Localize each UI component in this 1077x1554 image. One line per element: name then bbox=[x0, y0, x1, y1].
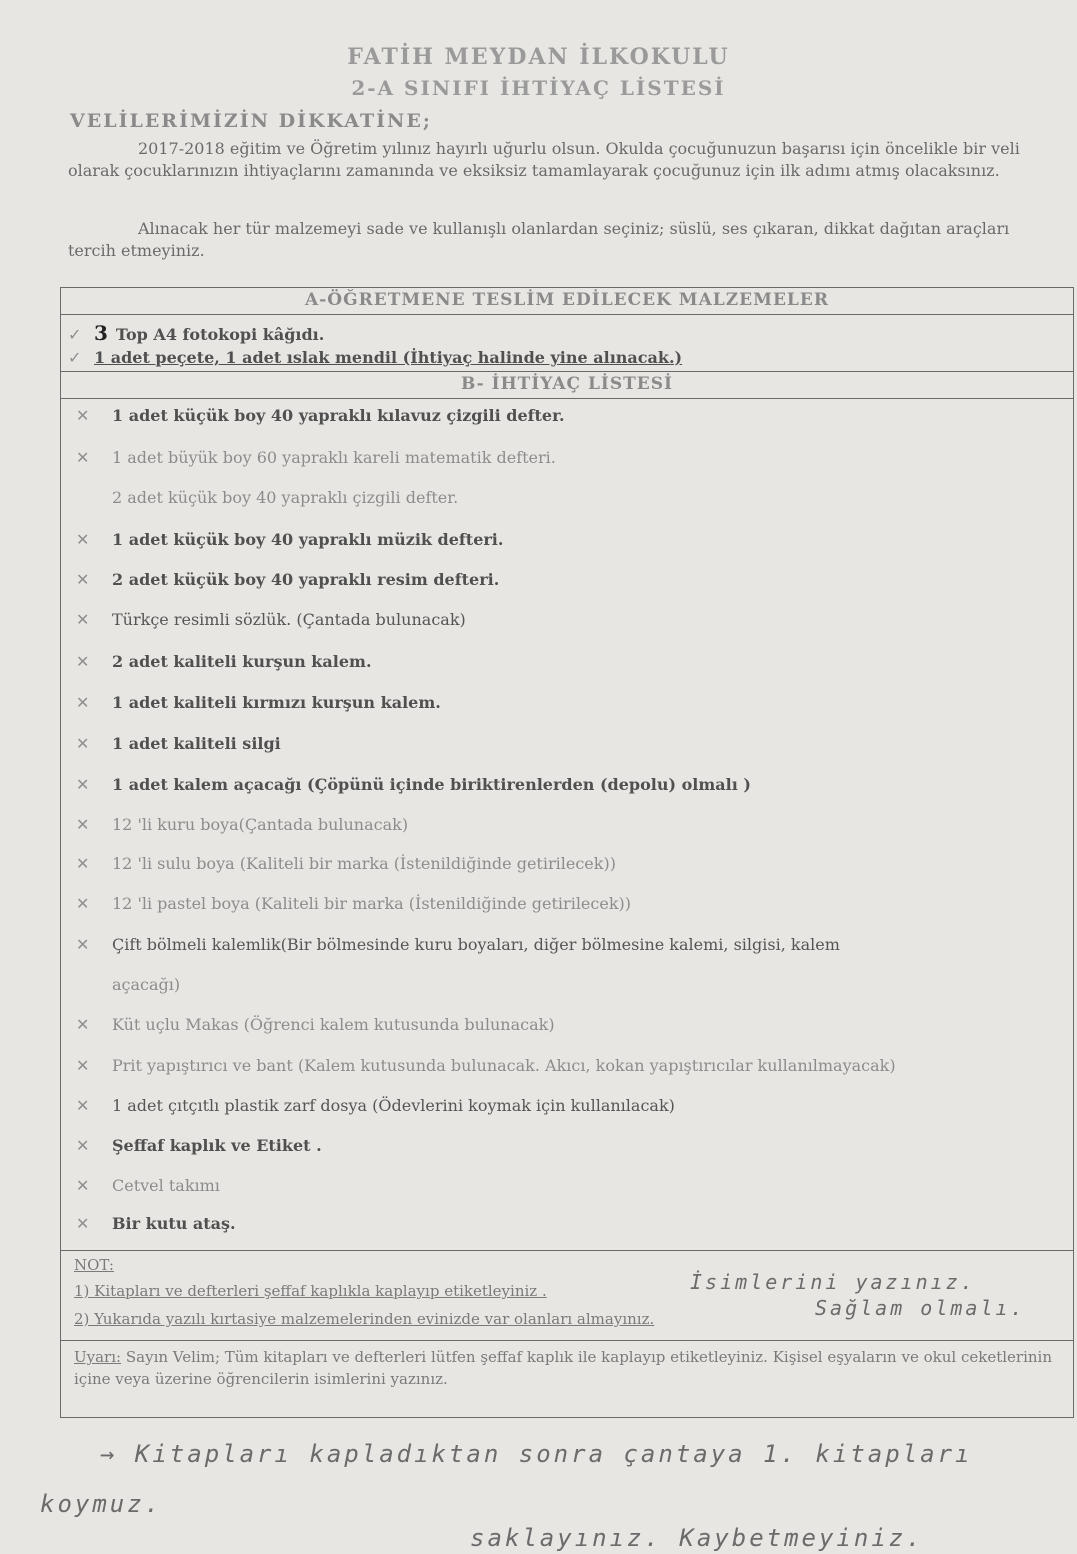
cross-icon: ✕ bbox=[76, 935, 90, 954]
divider bbox=[60, 314, 1074, 315]
warning-text: Uyarı: Sayın Velim; Tüm kitapları ve defterleri lütfen şeffaf kaplık ile kaplayıp etiketleyiniz. Kişisel eşyaların ve okul ceketlerinin içine veya üzerine öğrencilerin isimlerini yazınız. bbox=[74, 1348, 1052, 1388]
section-a-item: ✓ 1 adet peçete, 1 adet ıslak mendil (İhtiyaç halinde yine alınacak.) bbox=[68, 348, 683, 367]
divider bbox=[60, 1340, 1074, 1341]
cross-icon: ✕ bbox=[76, 1214, 90, 1233]
section-a-item: ✓ 3 Top A4 fotokopi kâğıdı. bbox=[68, 321, 325, 345]
list-item: ✕ 2 adet kaliteli kurşun kalem. bbox=[76, 652, 372, 671]
cross-icon: ✕ bbox=[76, 610, 90, 629]
list-item: ✕ 1 adet büyük boy 60 yapraklı kareli matematik defteri. bbox=[76, 448, 556, 467]
handwriting-line-1: → Kitapları kapladıktan sonra çantaya 1. kitapları bbox=[100, 1440, 973, 1468]
list-item: ✕ 2 adet küçük boy 40 yapraklı resim defteri. bbox=[76, 570, 500, 589]
list-item: ✕ 1 adet küçük boy 40 yapraklı kılavuz çizgili defter. bbox=[76, 406, 565, 425]
handwritten-note-1: İsimlerini yazınız. bbox=[690, 1270, 976, 1294]
list-item: ✕ Şeffaf kaplık ve Etiket . bbox=[76, 1136, 322, 1155]
handwritten-note-2: Sağlam olmalı. bbox=[815, 1296, 1026, 1320]
list-title: 2-A SINIFI İHTİYAÇ LİSTESİ bbox=[351, 76, 726, 100]
handwriting-line-3: saklayınız. Kaybetmeyiniz. bbox=[470, 1524, 924, 1552]
cross-icon: ✕ bbox=[76, 1176, 90, 1195]
cross-icon: ✕ bbox=[76, 570, 90, 589]
cross-icon: ✕ bbox=[76, 894, 90, 913]
list-item: ✕ Prit yapıştırıcı ve bant (Kalem kutusunda bulunacak. Akıcı, kokan yapıştırıcılar kullanılmayacak) bbox=[76, 1056, 896, 1075]
list-item: ✕ 1 adet kaliteli silgi bbox=[76, 734, 281, 753]
cross-icon: ✕ bbox=[76, 854, 90, 873]
cross-icon: ✕ bbox=[76, 1056, 90, 1075]
list-item: ✕ Cetvel takımı bbox=[76, 1176, 220, 1195]
list-item: ✕ 1 adet küçük boy 40 yapraklı müzik defteri. bbox=[76, 530, 504, 549]
list-item: ✕ Çift bölmeli kalemlik(Bir bölmesinde kuru boyaları, diğer bölmesine kalemi, silgisi, kalem bbox=[76, 935, 840, 954]
list-item: 2 adet küçük boy 40 yapraklı çizgili defter. bbox=[112, 488, 459, 507]
cross-icon: ✕ bbox=[76, 1136, 90, 1155]
divider bbox=[60, 398, 1074, 399]
list-item: ✕ 1 adet kalem açacağı (Çöpünü içinde biriktirenlerden (depolu) olmalı ) bbox=[76, 775, 751, 794]
list-item: ✕ Bir kutu ataş. bbox=[76, 1214, 236, 1233]
divider bbox=[60, 371, 1074, 372]
school-name: FATİH MEYDAN İLKOKULU bbox=[347, 44, 730, 70]
list-item: ✕ 1 adet kaliteli kırmızı kurşun kalem. bbox=[76, 693, 441, 712]
cross-icon: ✕ bbox=[76, 652, 90, 671]
note-1: 1) Kitapları ve defterleri şeffaf kaplıkla kaplayıp etiketleyiniz . bbox=[74, 1282, 547, 1300]
list-item: ✕ Küt uçlu Makas (Öğrenci kalem kutusunda bulunacak) bbox=[76, 1015, 555, 1034]
cross-icon: ✕ bbox=[76, 530, 90, 549]
section-b-title: B- İHTİYAÇ LİSTESİ bbox=[461, 374, 673, 394]
check-icon: ✓ bbox=[68, 348, 82, 367]
cross-icon: ✕ bbox=[76, 406, 90, 425]
section-a-title: A-ÖĞRETMENE TESLİM EDİLECEK MALZEMELER bbox=[305, 290, 829, 310]
list-item: açacağı) bbox=[112, 975, 181, 994]
attention-heading: VELİLERİMİZİN DİKKATİNE; bbox=[70, 110, 432, 132]
intro-paragraph-2: Alınacak her tür malzemeyi sade ve kullanışlı olanlardan seçiniz; süslü, ses çıkaran, dikkat dağıtan araçları tercih etmeyiniz. bbox=[68, 219, 1010, 260]
cross-icon: ✕ bbox=[76, 734, 90, 753]
cross-icon: ✕ bbox=[76, 693, 90, 712]
list-item: ✕ 1 adet çıtçıtlı plastik zarf dosya (Ödevlerini koymak için kullanılacak) bbox=[76, 1096, 675, 1115]
cross-icon: ✕ bbox=[76, 775, 90, 794]
handwritten-quantity: 3 bbox=[94, 321, 108, 345]
note-2: 2) Yukarıda yazılı kırtasiye malzemelerinden evinizde var olanları almayınız. bbox=[74, 1310, 655, 1328]
list-item: ✕ 12 'li kuru boya(Çantada bulunacak) bbox=[76, 815, 409, 834]
list-item: ✕ 12 'li pastel boya (Kaliteli bir marka (İstenildiğinde getirilecek)) bbox=[76, 894, 632, 913]
intro-paragraph-1: 2017-2018 eğitim ve Öğretim yılınız hayırlı uğurlu olsun. Okulda çocuğunuzun başarısı için öncelikle bir veli olarak çocuklarınızın ihtiyaçlarını zamanında ve eksiksiz tamamlayarak çocuğunuz için ilk adımı atmış olacaksınız. bbox=[68, 139, 1020, 180]
list-item: ✕ Türkçe resimli sözlük. (Çantada bulunacak) bbox=[76, 610, 466, 629]
handwriting-line-2: koymuz. bbox=[40, 1490, 163, 1518]
check-icon: ✓ bbox=[68, 325, 82, 344]
cross-icon: ✕ bbox=[76, 1015, 90, 1034]
divider bbox=[60, 1250, 1074, 1251]
list-item: ✕ 12 'li sulu boya (Kaliteli bir marka (İstenildiğinde getirilecek)) bbox=[76, 854, 616, 873]
note-label: NOT: bbox=[74, 1256, 114, 1274]
cross-icon: ✕ bbox=[76, 1096, 90, 1115]
cross-icon: ✕ bbox=[76, 815, 90, 834]
cross-icon: ✕ bbox=[76, 448, 90, 467]
